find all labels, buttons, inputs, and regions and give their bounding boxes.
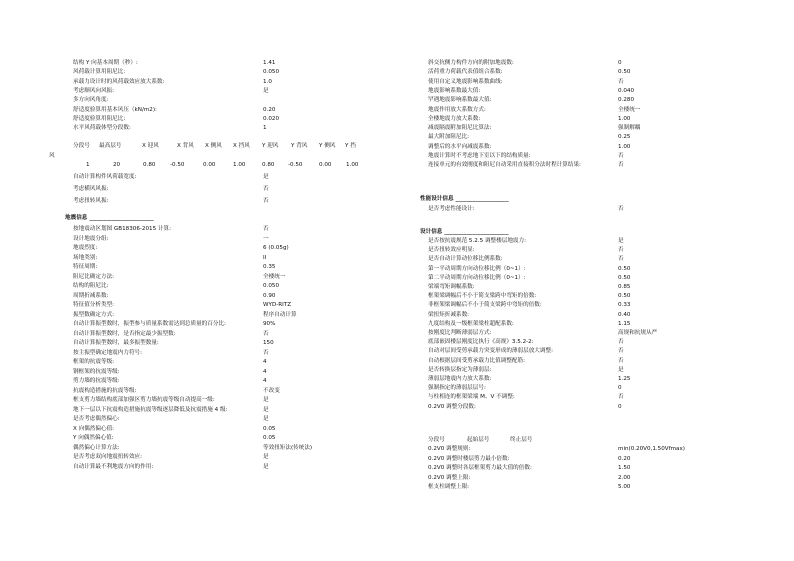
field-value: 是 (263, 174, 269, 180)
field-value: 0.020 (263, 115, 280, 122)
field-value: 是 (618, 366, 624, 373)
field-label: X 向偶然偏心值: (73, 425, 115, 432)
field-label: 特征周期: (73, 264, 98, 270)
field-label: 风荷载计算用阻尼比： (73, 69, 129, 76)
field-value: 2.00 (618, 474, 631, 481)
wind-table-cell: 0.80 (262, 162, 275, 168)
field-label: 是否按抗震规范 5.2.5 调整楼层地震力: (428, 238, 526, 244)
wind-table-cell: 0.80 (143, 162, 156, 168)
field-label: 框架的抗震等级: (73, 359, 115, 365)
field-label: 罕遇地震影响系数最大值: (428, 97, 492, 104)
field-label: 0.2V0 调整上限: (428, 474, 471, 481)
field-value: 0.05 (263, 435, 276, 441)
field-label: 斜交抗侧力构件方向的附加地震数: (428, 60, 514, 66)
wind-table-cell: -0.50 (288, 162, 303, 168)
field-label: 考虑扭转风振: (73, 197, 109, 204)
field-label: 考虑横风风振: (73, 185, 109, 192)
field-label: 第二平动周期方向动位移比例（0~1）: (428, 274, 526, 281)
field-label: 自动对层间受剪承载力突变形成的薄弱层放大调整: (428, 348, 553, 355)
field-value: 否 (263, 349, 269, 356)
field-label: 舒适度验算用基本风压（kN/m2): (73, 106, 157, 113)
field-value: 4 (263, 368, 267, 375)
field-value: 4 (263, 378, 267, 384)
field-label: 舒适度验算用阻尼比: (73, 115, 126, 122)
field-label: 是否考虑双向地震扭转效应: (73, 454, 143, 460)
field-label: 框支柱调整上限: (428, 484, 470, 491)
field-label: 自动根据层间受剪承载力比值调整配筋: (428, 357, 525, 364)
field-value: 否 (618, 394, 624, 401)
field-label: 地震烈度: (73, 245, 98, 251)
field-label: 自动计算构件风荷载宽度: (73, 174, 137, 180)
field-label: 0.2V0 调整时各层框架剪力最大值的倍数: (428, 465, 532, 472)
field-value: 1.50 (618, 465, 631, 472)
field-value: 6 (0.05g) (263, 245, 289, 251)
field-label: 振型数确定方式: (73, 311, 115, 318)
field-label: 考虑顺风向风振: (73, 87, 115, 94)
wind-table-header: X 迎风 (142, 143, 159, 149)
field-label: 地震计算时不考虑地下室以下的结构质量: (428, 153, 531, 159)
field-label: 自动计算最不利地震方向的作用: (73, 463, 154, 470)
field-value: 150 (263, 340, 274, 346)
field-value: 否 (263, 185, 269, 192)
field-label: 梁端弯矩调幅系数: (428, 284, 475, 290)
field-label: 是否扭转效应明显: (428, 247, 475, 254)
wind-table-header: X 背风 (177, 143, 194, 149)
field-value: 0.25 (618, 134, 631, 141)
section-title: 设计信息 _______________________ (420, 229, 509, 235)
field-label: 非框架梁调幅后不小于简支梁跨中弯矩的倍数: (428, 302, 542, 309)
field-label: 剪力墙的抗震等级: (73, 378, 120, 384)
wind-table-header-wrap: 风 (49, 153, 55, 159)
field-label: 钢框架的抗震等级: (73, 368, 120, 375)
field-value: 否 (618, 357, 624, 364)
field-value: 是 (618, 238, 624, 244)
field-label: 承载力设计时的风荷载效应放大系数: (73, 78, 165, 85)
field-label: 减震隔震附加阻尼比算法: (428, 125, 492, 132)
field-value: 程序自动计算 (263, 311, 297, 318)
field-value: 否 (263, 330, 269, 337)
field-value: 0.85 (618, 284, 631, 290)
field-value: 否 (618, 348, 624, 355)
field-label: 0.2V0 调整规则: (428, 446, 471, 452)
field-label: 周期折减系数: (73, 292, 109, 299)
field-value: 全楼统一 (618, 106, 641, 113)
field-value: 否 (263, 197, 269, 204)
field-value: 0 (618, 385, 622, 392)
segment-table-header: 分段号 (428, 437, 445, 443)
field-value: 0.05 (263, 425, 276, 432)
field-value: 90% (263, 321, 276, 327)
wind-table-cell: -0.50 (170, 162, 185, 168)
field-value: 4 (263, 359, 267, 365)
field-value: 等效扭矩法(传统法) (263, 444, 313, 451)
field-value: 否 (618, 339, 624, 346)
field-value: 0.050 (263, 69, 280, 76)
field-value: 0 (618, 403, 622, 410)
wind-table-header: X 挡风 (233, 143, 250, 149)
wind-table-header: X 侧风 (205, 143, 222, 149)
field-value: 0.280 (618, 97, 635, 104)
field-label: 按地震动区划图 GB18306-2015 计算: (73, 226, 172, 232)
field-value: 高规和抗规从严 (618, 330, 658, 336)
field-label: 特征值分析类型: (73, 302, 115, 308)
field-value: 1.41 (263, 60, 276, 66)
field-value: 是 (263, 406, 269, 413)
segment-table-header: 起始层号 (467, 437, 490, 443)
field-label: 薄弱层地震内力放大系数: (428, 376, 492, 382)
wind-table-header: Y 迎风 (262, 143, 279, 149)
field-label: 0.2V0 调整时楼层剪力最小倍数: (428, 455, 510, 462)
field-label: 调整后的水平向减震系数: (428, 143, 492, 150)
field-value: 0.040 (618, 87, 635, 94)
field-label: 自动计算振型数时，最多振型数量: (73, 340, 159, 346)
field-value: 1.15 (618, 320, 631, 327)
wind-table-cell: 1.00 (233, 162, 246, 168)
field-value: 1.00 (618, 115, 631, 122)
field-label: 地下一层以下抗震构造措施抗震等级逐层降低及抗震措施 4 级: (73, 406, 228, 413)
field-label: 活荷重力荷载代表值组合系数: (428, 69, 503, 76)
wind-table-header: 分段号 (73, 143, 90, 149)
field-value: 否 (618, 206, 624, 212)
field-value: 0.50 (618, 265, 631, 272)
field-label: 0.2V0 调整分段数: (428, 403, 476, 410)
wind-table-cell: 0.00 (319, 162, 332, 168)
field-label: 框支剪力墙结构底部加强区剪力墙抗震等级自动提高一级: (73, 397, 215, 403)
field-value: 0.35 (263, 264, 276, 270)
field-value: 0.33 (618, 302, 631, 309)
field-label: 自动计算振型数时，振型参与质量系数需达到总质量的百分比: (73, 321, 226, 327)
field-value: 0.20 (618, 455, 631, 462)
field-value: min(0.20V0,1.50Vfmax) (618, 446, 685, 452)
wind-table-header: Y 挡 (345, 143, 356, 149)
field-value: 0 (618, 60, 622, 66)
field-value: WYD-RITZ (263, 302, 292, 308)
field-label: 与柱相连的框架梁端 M、V 不调整: (428, 394, 515, 401)
field-value: 不改变 (263, 387, 280, 394)
field-value: 5.00 (618, 484, 631, 491)
section-title: 性能设计信息 ___________________ (420, 196, 509, 202)
field-value: 0.20 (263, 106, 276, 113)
field-value: 全楼统一 (263, 273, 286, 280)
field-label: 偶然偏心计算方法: (73, 444, 120, 451)
wind-table-header: Y 侧风 (319, 143, 336, 149)
wind-table-cell: 1.00 (346, 162, 359, 168)
field-value: 1.00 (618, 143, 631, 150)
wind-table-cell: 0.00 (203, 162, 216, 168)
wind-table-cell: 20 (113, 162, 121, 168)
field-value: 是 (263, 454, 269, 460)
field-label: 是否考虑偶然偏心: (73, 416, 120, 422)
field-label: 最大附加阻尼比: (428, 134, 470, 141)
field-value: 强制解耦 (618, 125, 641, 132)
field-label: 按主振型确定地震内力符号: (73, 349, 143, 356)
field-label: 九度结构及一级框架梁柱超配系数: (428, 320, 514, 327)
field-label: 第一平动周期方向动位移比例（0~1）: (428, 265, 526, 272)
field-value: 0.40 (618, 311, 631, 318)
field-label: 多方向风角度: (73, 97, 109, 104)
wind-table-cell: 1 (86, 162, 90, 168)
field-value: 1.0 (263, 78, 272, 85)
field-label: 抗震构造措施的抗震等级: (73, 387, 137, 394)
field-value: 1 (263, 125, 267, 132)
field-label: 结构的阻尼比: (73, 283, 109, 289)
field-value: 否 (618, 78, 624, 85)
field-value: 0.50 (618, 293, 631, 300)
field-label: 全楼地震力放大系数: (428, 115, 481, 122)
field-label: 框架梁调幅后不小于简支梁跨中弯矩的倍数: (428, 293, 537, 300)
field-value: 是 (263, 87, 269, 94)
wind-table-header: 最高层号 (99, 143, 122, 149)
field-label: 是否考虑性能设计: (428, 206, 475, 212)
field-label: 结构 Y 向基本周期（秒）: (73, 60, 138, 66)
wind-table-header: Y 背风 (291, 143, 308, 149)
field-label: 水平风荷载体型分段数: (73, 125, 131, 132)
field-value: 0.50 (618, 69, 631, 76)
field-label: 强制指定的薄弱层层号: (428, 385, 486, 392)
field-label: 地震影响系数最大值: (428, 87, 481, 94)
field-value: 一 (263, 235, 269, 242)
field-value: 是 (263, 416, 269, 422)
field-value: II (263, 254, 267, 261)
field-label: 按刚度比判断薄弱层方式: (428, 330, 492, 336)
field-label: 梁扭矩折减系数: (428, 311, 470, 318)
field-value: 否 (618, 256, 624, 263)
field-label: 阻尼比确定方法: (73, 273, 115, 280)
field-value: 否 (618, 247, 624, 254)
field-label: 地震作用放大系数方式: (428, 106, 486, 113)
field-label: 场地类别: (73, 254, 98, 261)
segment-table-header: 终止层号 (510, 437, 533, 443)
section-title: 地震信息 _______________________ (65, 215, 154, 221)
field-value: 是 (263, 463, 269, 470)
field-value: 0.90 (263, 292, 276, 299)
field-value: 1.25 (618, 376, 631, 382)
field-label: 连接单元的有效刚度和阻尼自动采用直接积分法时程计算结果: (428, 162, 581, 169)
field-label: 底部嵌固楼层刚度比执行《高规》3.5.2-2: (428, 339, 534, 346)
field-value: 0.50 (618, 274, 631, 281)
field-value: 否 (618, 162, 624, 169)
field-label: Y 向偶然偏心值: (73, 435, 114, 441)
field-label: 自动计算振型数时，是否指定最少振型数: (73, 330, 176, 337)
field-value: 0.050 (263, 283, 280, 289)
field-value: 否 (618, 153, 624, 159)
field-value: 否 (263, 226, 269, 232)
field-label: 设计地震分组: (73, 235, 109, 242)
field-value: 是 (263, 397, 269, 403)
field-label: 是否转换层指定为薄弱层: (428, 366, 492, 373)
field-label: 使用自定义地震影响系数曲线: (428, 78, 503, 85)
field-label: 是否自动计算动位移比例系数: (428, 256, 503, 263)
